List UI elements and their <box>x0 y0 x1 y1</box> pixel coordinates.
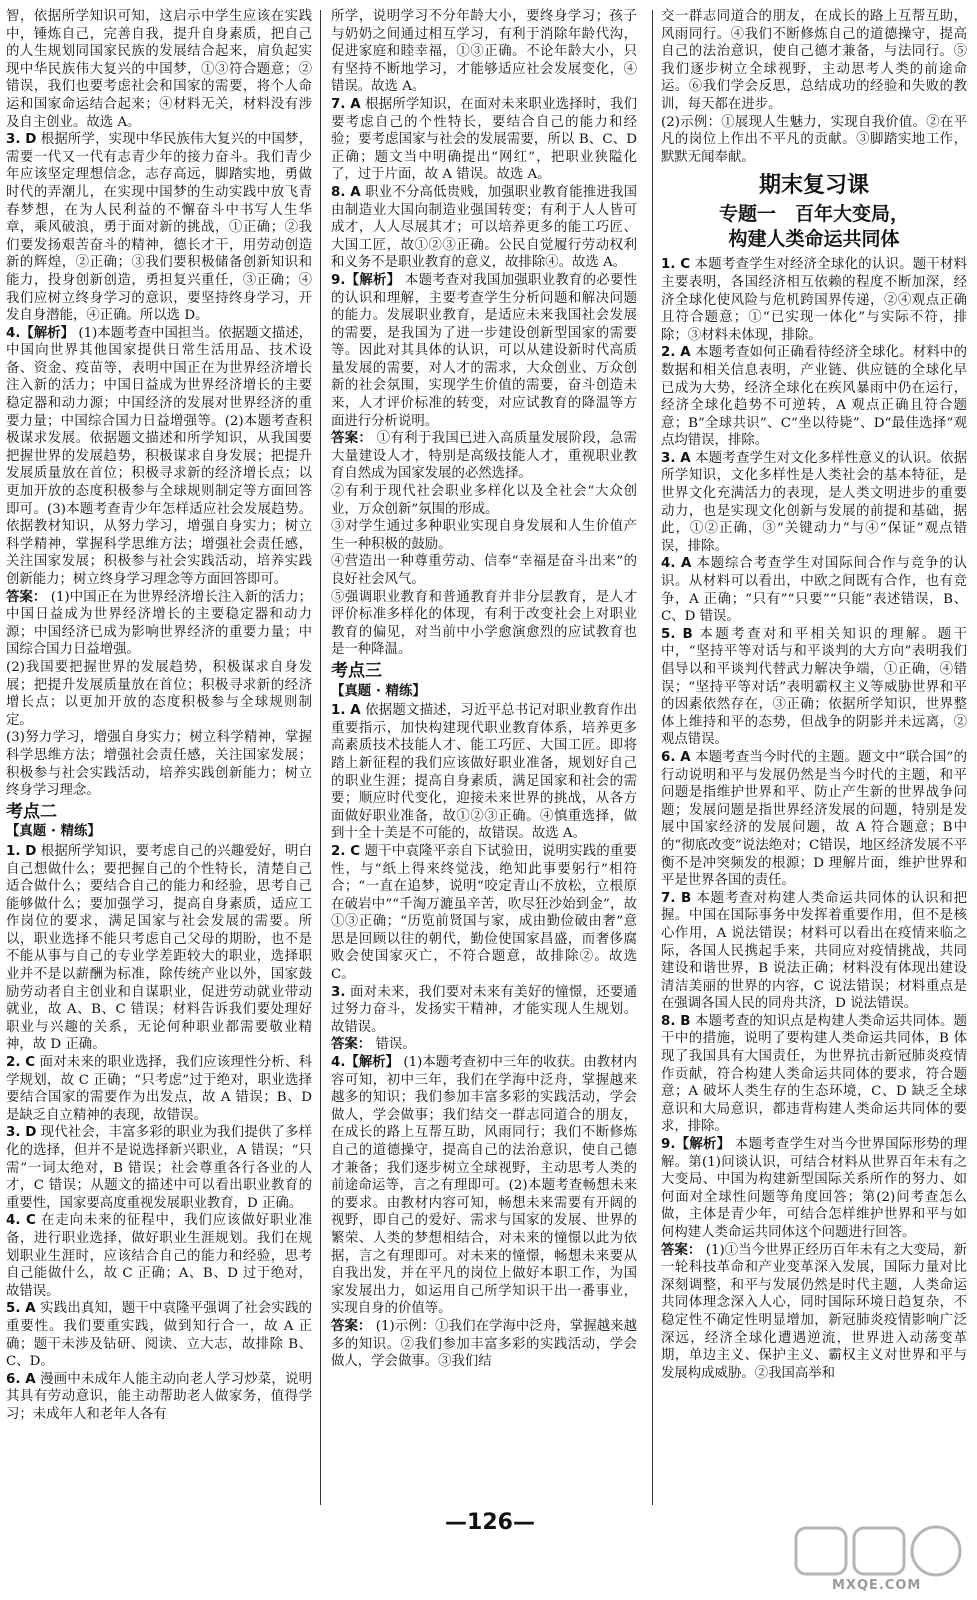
answer-text: ①有利于我国已进入高质量发展阶段，急需大量建设人才，特别是高级技能人才，重视职业教育自然成为国家发展的必然选择。 <box>331 431 637 482</box>
question-item <box>661 450 967 556</box>
question-text: 依据题文描述，习近平总书记对职业教育作出重要指示，加快构建现代职业教育体系，培养更多高素质技术技能人才、能工巧匠、大国工匠。即将踏上新征程的我们应该做好职业准备，规划好自己的职业生涯；提高自身素质，满足国家和社会的需要；顺应时代变化，迎接未来世界的挑战，从各方面做好职业准备，故①②③正确。④慎重选择，做到十全十美是不可能的，故错误。故选 A。 <box>331 703 637 842</box>
question-item <box>661 1013 967 1136</box>
question-item <box>661 626 967 749</box>
answer-label: 答案： <box>6 589 47 605</box>
question-item <box>661 256 967 344</box>
question-item <box>6 1054 312 1124</box>
question-item <box>661 344 967 450</box>
question-number: 3. D <box>6 132 37 148</box>
question-number: 4. C <box>6 1213 36 1229</box>
question-text: 本题考查的知识点是构建人类命运共同体。题干中的措施，说明了要构建人类命运共同体，B 体现了我国具有大国责任，为世界抗击新冠肺炎疫情作贡献，符合构建人类命运共同体的要求，符合题意；A 破坏人类生存的生态环境，C、D 缺乏全球意识和大局意识，都违背构建人类命运共同体的要求，排除。 <box>661 1013 967 1135</box>
subsection-heading: 【真题 · 精练】 <box>6 824 101 840</box>
paragraph: 智，依据所学知识可知，这启示中学生应该在实践中，锤炼自己，完善自我，提升自身素质，把自己的人生规划同国家民族的发展结合起来，肩负起实现中华民族伟大复兴的中国梦，①③符合题意；②错误，我们也要考虑社会和国家的需要，将个人命运和国家命运结合起来；④材料无关，材料没有涉及自主创业。故选 A。 <box>6 9 312 130</box>
question-text: 本题考查学生对经济全球化的认识。题干材料主要表明，各国经济相互依赖的程度不断加深，经济全球化使风险与危机跨国界传递，②④观点正确且符合题意；①“已实现一体化”与实际不符，排除；③材料未体现，排除。 <box>661 257 967 343</box>
answer-text: (1)①当今世界正经历百年未有之大变局，新一轮科技革命和产业变革深入发展，国际力量对比深刻调整，和平与发展仍然是时代主题，人类命运共同体理念深入人心，同时国际环境日趋复杂，不稳定性不确定性明显增加，新冠肺炎疫情影响广泛深远，经济全球化遭遇逆流，世界进入动荡变革期，单边主义、保护主义、霸权主义对世界和平与发展构成威胁。②我国高举和 <box>661 1242 967 1381</box>
answer-item <box>661 1242 967 1383</box>
question-item <box>661 749 967 890</box>
paragraph: 交一群志同道合的朋友，在成长的路上互帮互助，风雨同行。④我们不断修炼自己的道德操守，提高自己的法治意识，使自己德才兼备，与法同行。⑤我们逐步树立全球视野，主动思考人类的前途命运。⑥我们学会反思，总结成功的经验和失败的教训，每天都在进步。 <box>661 9 967 112</box>
analysis-label: 9.【解析】 <box>661 1137 731 1153</box>
question-number: 4. A <box>661 556 692 572</box>
answer-text: (1)示例：①我们在学海中泛舟，掌握越来越多的知识。②我们参加丰富多彩的实践活动，学会做人，学会做事。③我们结 <box>331 1318 637 1370</box>
column-left <box>6 8 312 1508</box>
answer-item <box>331 1036 637 1054</box>
question-item <box>331 272 637 430</box>
analysis-text: (1)本题考查中国担当。依据题文描述，中国向世界其他国家提供日常生活用品、技术设备、资金、疫苗等，表明中国正在为世界经济增长注入新的活力；中国日益成为世界经济增长的主要稳定器和动力源；中国经济的发展对世界经济的重要力量；中国综合国力日益增强等。(2)本题考查积极谋求发展。依据题文描述和所学知识，从我国要把握世界的发展趋势，积极谋求自身发展；把提升发展质量放在首位；积极寻求新的经济增长点；以更加开放的态度积极参与全球规则制定等方面回答即可。(3)本题考查青少年怎样适应社会发展趋势。依据教材知识，从努力学习，增强自身实力；树立科学精神，掌握科学思维方法；增强社会责任感，关注国家发展；积极参与社会实践活动，培养实践创新能力；树立终身学习理念等方面回答即可。 <box>6 325 312 587</box>
review-title: 期末复习课 <box>758 173 869 199</box>
question-text: 题干中袁隆平亲自下试验田，说明实践的重要性，与“纸上得来终觉浅，绝知此事要躬行”相符合；“一直在追梦，说明“咬定青山不放松，立根原在破岩中”“千淘万漉虽辛苦，吹尽狂沙始到金”，故①③正确；“历览前贤国与家，成由勤俭破由奢”意思是回顾以往的朝代，勤俭使国家昌盛，而奢侈腐败会使国家灭亡，不符合题意，故排除②。故选 C。 <box>331 843 637 983</box>
topic-title-line: 构建人类命运共同体 <box>728 228 900 251</box>
analysis-text: 本题考查对我国加强职业教育的必要性的认识和理解，主要考查学生分析问题和解决问题的能力。发展职业教育，是适应未来我国社会发展的需要，是我国为了进一步建设创新型国家的需要等。因此对其具体的认识，可以从建设新时代高质量发展的需要，对人才的需求，大众创业、万众创新的社会氛围，实现学生价值的需要，奋斗创造未来，人才评价标准的转变，对应试教育的降温等方面进行分析说明。 <box>331 272 637 429</box>
question-number: 1. D <box>6 843 37 859</box>
analysis-label: 4.【解析】 <box>6 325 75 341</box>
question-text: 漫画中未成年人能主动向老人学习炒菜，说明其具有劳动意识，能主动帮助老人做家务，值得学习；未成年人和老年人各有 <box>6 1371 312 1422</box>
question-item <box>331 702 637 843</box>
question-item <box>661 555 967 625</box>
question-item <box>331 984 637 1037</box>
answer-text: (2)我国要把握世界的发展趋势，积极谋求自身发展；把提升发展质量放在首位；积极寻求新的经济增长点；以更加开放的态度积极参与全球规则制定。 <box>6 659 312 728</box>
answer-label: 答案： <box>331 1037 372 1053</box>
page-number: —126— <box>445 1510 535 1535</box>
question-number: 3. D <box>6 1125 37 1141</box>
column-middle <box>331 8 637 1508</box>
question-text: 根据所学知识，要考虑自己的兴趣爱好，明白自己想做什么；要把握自己的个性特长，清楚自己适合做什么；要结合自己的能力和经验，思考自己能够做什么；要加强学习，提高自身素质，适应工作岗位的要求，满足国家与社会发展的需要。所以，职业选择不能只考虑自己父母的期盼，也不是不能从事与自己的专业学差距较大的职业，选择职业并不是以薪酬为标准，除传统产业以外，国家鼓励劳动者自主创业和自谋职业，促进劳动就业带动就业，故 A、B、C 错误；材料告诉我们要处理好职业与兴趣的关系，无论何种职业都需要敬业精神，故 D 正确。 <box>6 843 312 1053</box>
column-right <box>661 8 967 1508</box>
question-text: 实践出真知，题干中袁隆平强调了社会实践的重要性。我们要重实践，做到知行合一，故 A 正确；题干未涉及钻研、阅读、立大志，故排除 B、C、D。 <box>6 1301 312 1370</box>
question-number: 2. C <box>331 843 361 859</box>
question-number: 3. A <box>661 450 691 466</box>
question-number: 3. <box>331 984 346 1000</box>
answer-item <box>331 430 637 483</box>
answer-label: 答案： <box>661 1242 702 1258</box>
question-text: 面对未来的职业选择，我们应该理性分析、科学规划，故 C 正确；“只考虑”过于绝对，职业选择要结合国家的需要作为出发点，故 A 错误；B、D 是缺乏自立精神的表现，故错误。 <box>6 1055 312 1123</box>
question-text: 本题考查对构建人类命运共同体的认识和把握。中国在国际事务中发挥着重要作用，但不是核心作用，A 说法错误；材料可以看出在疫情来临之际，各国人民携起手来，共同应对疫情挑战，共同建设和谐世界，B 说法正确；材料没有体现出建设清洁美丽的世界的内容，C 说法错误；材料重点是在强调各国人民的同舟共济，D 说法错误。 <box>661 890 967 1012</box>
analysis-label: 4.【解析】 <box>331 1055 400 1071</box>
paragraph: (2)示例：①展现人生魅力，实现自我价值。②在平凡的岗位上作出不平凡的贡献。③脚踏实地工作，默默无闻奉献。 <box>661 114 967 165</box>
answer-text: (1)中国正在为世界经济增长注入新的活力；中国日益成为世界经济增长的主要稳定器和动力源；中国经济已成为影响世界经济的重要力量；中国综合国力日益增强。 <box>6 589 312 658</box>
watermark-url: MXQE.COM <box>832 1578 922 1593</box>
question-text: 根据所学知识，在面对未来职业选择时，我们要考虑自己的个性特长，要结合自己的能力和经验；要考虑国家与社会的发展需要，所以 B、C、D 正确；题文当中明确提出“网红”，把职业狭隘化了，过于片面，故 A 错误。故选 A。 <box>331 96 637 183</box>
question-number: 7. A <box>331 96 361 112</box>
question-item <box>6 131 312 325</box>
question-number: 6. A <box>661 749 691 765</box>
question-text: 本题考查对和平相关知识的理解。题干中，“坚持平等对话与和平谈判的大方向”表明我们倡导以和平谈判代替武力解决争端，①正确，④错误；“坚持平等对话”表明霸权主义等威胁世界和平的因素依然存在，③正确；依据所学知识，世界整体上维持和平的态势，但战争的阴影并未远离，②观点错误。 <box>661 626 967 748</box>
answer-text: ⑤强调职业教育和普通教育并非分层教育，是人才评价标准多样化的体现，有利于改变社会上对职业教育的偏见，对当前中小学愈演愈烈的应试教育也是一种降温。 <box>331 589 637 658</box>
question-text: 现代社会，丰富多彩的职业为我们提供了多样化的选择，但并不是说选择新兴职业，A 错误；“只需”一词太绝对，B 错误；社会尊重各行各业的人才，C 错误；从题文的描述中可以看出职业教育的重要性，国家要高度重视发展职业教育，D 正确。 <box>6 1125 312 1211</box>
question-item <box>6 1212 312 1300</box>
question-item <box>331 843 637 984</box>
answer-text: ④营造出一种尊重劳动、信奉“幸福是奋斗出来”的良好社会风气。 <box>331 554 637 587</box>
question-text: 本题综合考查学生对国际间合作与竞争的认识。从材料可以看出，中欧之间既有合作，也有竞争，A 正确；“只有”“只要”“只能”表述错误，B、C、D 错误。 <box>661 556 967 625</box>
analysis-label: 9.【解析】 <box>331 272 401 288</box>
analysis-text: 本题考查学生对当今世界国际形势的理解。第(1)问谈认识，可结合材料从世界百年未有之大变局、中国为构建新型国际关系所作的努力、如何面对全球性问题等角度回答；第(2)问考查怎么做，主体是青少年，可结合怎样维护世界和平与如何构建人类命运共同体这个问题进行回答。 <box>661 1137 967 1240</box>
answer-text: (3)努力学习，增强自身实力；树立科学精神，掌握科学思维方法；增强社会责任感，关注国家发展；积极参与社会实践活动，培养实践创新能力；树立终身学习理念。 <box>6 730 312 799</box>
answer-text: ③对学生通过多种职业实现自身发展和人生价值产生一种积极的鼓励。 <box>331 519 637 552</box>
question-number: 8. B <box>661 1013 691 1029</box>
question-number: 1. C <box>661 257 691 273</box>
question-text: 在走向未来的征程中，我们应该做好职业准备，进行职业选择，做好职业生涯规划。我们在规划职业生涯时，应该结合自己的能力和经验，思考自己能做什么，故 C 正确；A、B、D 过于绝对，故错误。 <box>6 1213 312 1299</box>
question-text: 面对未来，我们要对未来有美好的憧憬，还要通过努力奋斗，发扬实干精神，才能实现人生规划。故错误。 <box>331 984 637 1035</box>
question-text: 本题考查当今时代的主题。题文中“联合国”的行动说明和平与发展仍然是当今时代的主题，和平问题是指维护世界和平、防止产生新的世界战争问题；发展问题是指世界经济发展的问题，特别是发展中国家经济的发展问题，故 A 符合题意；B中的“彻底改变”说法绝对；C错误，地区经济发展不平衡不是冲突频发的根源；D 理解片面，维护世界和平是世界各国的责任。 <box>661 749 967 889</box>
question-text: 本题考查如何正确看待经济全球化。材料中的数据和相关信息表明，产业链、供应链的全球化早已成为大势，经济全球化在疾风暴雨中仍在运行，经济全球化趋势不可逆转，A 观点正确且符合题意；B“全球共识”、C“坐以待毙”、D“最佳选择”观点均错误，排除。 <box>661 345 967 449</box>
question-item <box>331 96 637 184</box>
section-heading: 考点二 <box>6 801 57 822</box>
question-text: 职业不分高低贵贱，加强职业教育能推进我国由制造业大国向制造业强国转变；有利于人人皆可成才，人人尽展其才；可以培养更多的能工巧匠、大国工匠，故①②③正确。公民自觉履行劳动权利和义务不是职业教育的意义，故排除④。故选 A。 <box>331 184 637 271</box>
question-item <box>331 184 637 272</box>
analysis-text: (1)本题考查初中三年的收获。由教材内容可知，初中三年，我们在学海中泛舟，掌握越来越多的知识；我们参加丰富多彩的实践活动，学会做人，学会做事；我们结交一群志同道合的朋友，在成长的路上互帮互助，风雨同行；我们不断修炼自己的道德操守，提高自己的法治意识，使自己德才兼备；我们逐步树立全球视野，主动思考人类的前途命运等，言之有理即可。(2)本题考查畅想未来的要求。由教材内容可知，畅想未来需要有开阔的视野，即自己的爱好、需求与国家的发展、世界的繁荣、人类的梦想相结合，对未来的憧憬以此为依据，言之有理即可。对未来的憧憬，畅想未来要从自我出发，并在平凡的岗位上做好本职工作，为国家发展出力，如运用自己所学知识干出一番事业，实现自身的价值等。 <box>331 1055 637 1317</box>
subsection-heading: 【真题 · 精练】 <box>331 683 426 699</box>
topic-title-line: 专题一 百年大变局， <box>718 203 909 226</box>
question-item <box>6 325 312 589</box>
question-number: 5. A <box>6 1301 36 1317</box>
question-text: 根据所学，实现中华民族伟大复兴的中国梦，需要一代又一代有志青少年的接力奋斗。我们青少年应该坚定理想信念，志存高远，脚踏实地，勇做时代的弄潮儿，在实现中国梦的生动实践中放飞青春梦想，在为人民利益的不懈奋斗中书写人生华章，乘风破浪，勇于面对新的挑战，①正确；②我们要发扬艰苦奋斗的精神，德长才干，用劳动创造新的辉煌，②正确；③我们要积极储备创新知识和能力，投身创新创造，勇担复兴重任，③正确；④我们应树立终身学习的意识，要坚持终身学习，开发自身潜能，④正确。所以选 D。 <box>6 132 312 324</box>
question-number: 6. A <box>6 1371 36 1387</box>
question-number: 2. C <box>6 1055 36 1071</box>
column-divider <box>652 10 653 1505</box>
question-item <box>6 1300 312 1370</box>
answer-text: ②有利于现代社会职业多样化以及全社会“大众创业，万众创新”氛围的形成。 <box>331 484 637 517</box>
question-item <box>6 843 312 1054</box>
question-item <box>661 890 967 1013</box>
topic-title <box>661 202 967 252</box>
answer-label: 答案： <box>331 431 373 447</box>
question-text: 本题考查学生对文化多样性意义的认识。依据所学知识，文化多样性是人类社会的基本特征，是世界文化充满活力的表现，是人类文明进步的重要动力，也是实现文化创新与发展的前提和基础，据此，①②正确，③“关键动力”与④“保证”观点错误，排除。 <box>661 450 967 554</box>
paragraph: 所学，说明学习不分年龄大小，要终身学习；孩子与奶奶之间通过相互学习，有利于消除年龄代沟，促进家庭和睦幸福，①③正确。不论年龄大小，只有坚持不断地学习，才能够适应社会发展变化，④错误。故选 A。 <box>331 9 637 95</box>
answer-item <box>331 1318 637 1371</box>
question-item <box>661 1136 967 1242</box>
question-number: 8. A <box>331 184 361 200</box>
question-number: 2. A <box>661 345 691 361</box>
answer-item <box>6 589 312 659</box>
question-number: 7. B <box>661 890 692 906</box>
question-item <box>6 1371 312 1424</box>
question-number: 1. A <box>331 703 361 719</box>
column-divider <box>320 10 321 1505</box>
question-number: 5. B <box>661 626 693 642</box>
answer-text: 错误。 <box>375 1037 416 1053</box>
section-heading: 考点三 <box>331 660 382 681</box>
answer-label: 答案： <box>331 1318 372 1334</box>
question-item <box>6 1124 312 1212</box>
question-item <box>331 1054 637 1318</box>
